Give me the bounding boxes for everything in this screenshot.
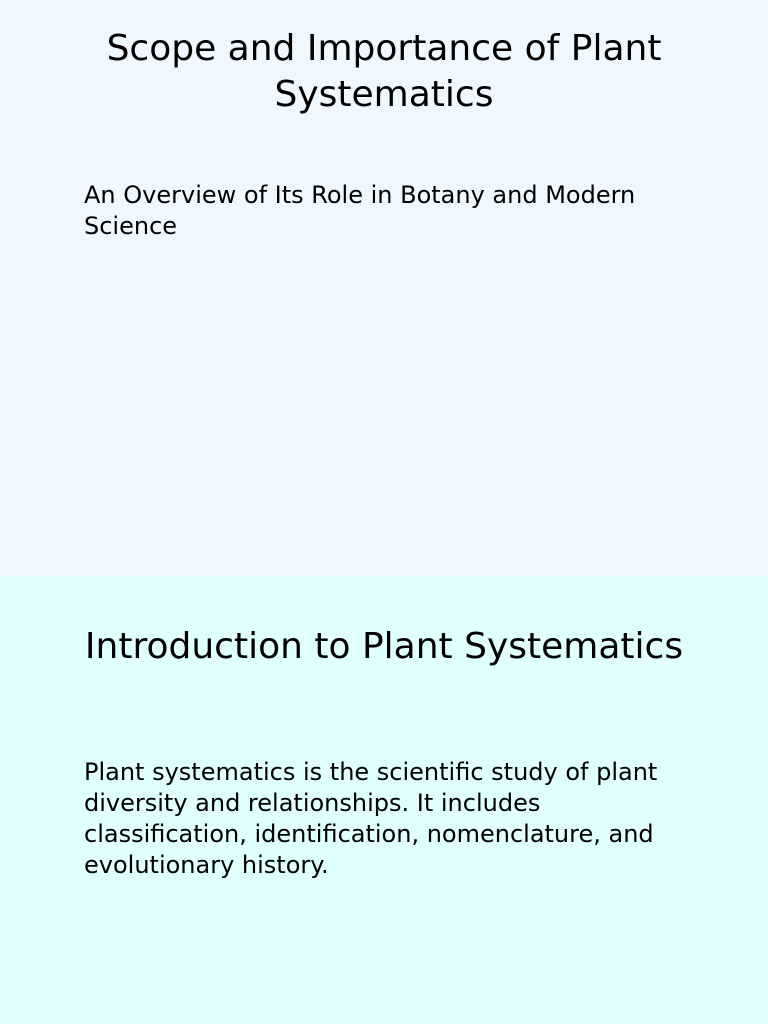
slide-subtitle: An Overview of Its Role in Botany and Modern Science [84, 181, 636, 240]
slide-title: Scope and Importance of Plant Systematics [106, 28, 662, 115]
slide-title: Introduction to Plant Systematics [84, 626, 684, 667]
slide-body-text: Plant systematics is the scientific study of plant diversity and relationships. It includes classification, identification, nomenclature, and evolutionary history. [84, 758, 658, 879]
content-slide [0, 576, 768, 1024]
